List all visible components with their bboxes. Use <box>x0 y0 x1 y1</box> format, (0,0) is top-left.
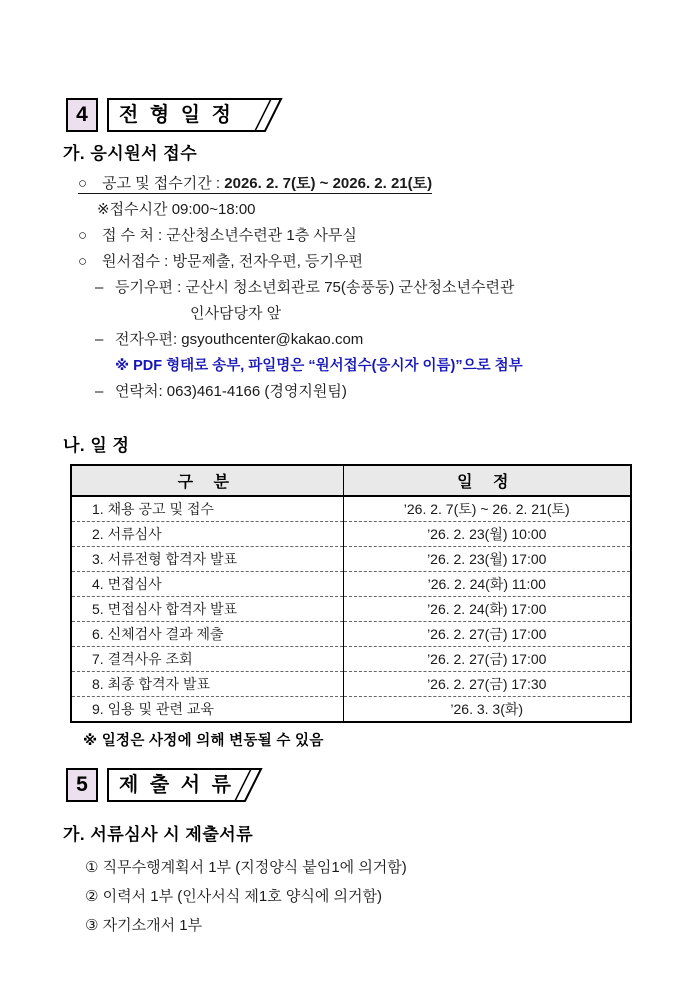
list-item: ③ 자기소개서 1부 <box>85 917 203 934</box>
line-period <box>63 171 644 197</box>
table-header-date: 일 정 <box>343 465 631 496</box>
table-cell-date: ’26. 2. 27(금) 17:30 <box>343 672 631 697</box>
circle-bullet-icon: ○ <box>78 227 88 244</box>
registered-mail-text: 등기우편 : 군산시 청소년회관로 75(송풍동) 군산청소년수련관 <box>115 279 515 296</box>
section-5-title: 제 출 서 류 <box>119 774 234 796</box>
application-info-list <box>63 171 644 405</box>
table-cell-date: ’26. 2. 23(월) 17:00 <box>343 547 631 572</box>
dash-bullet-icon: – <box>95 383 104 400</box>
table-row <box>71 697 631 723</box>
table-row <box>71 597 631 622</box>
table-cell-category: 5. 면접심사 합격자 발표 <box>71 597 343 622</box>
table-row <box>71 572 631 597</box>
line-registered-mail-cont: 인사담당자 앞 <box>190 305 282 322</box>
table-row <box>71 547 631 572</box>
section-4-number-badge: 4 <box>66 98 98 132</box>
section-4-banner <box>66 98 644 132</box>
line-pdf-note: ※ PDF 형태로 송부, 파일명은 “원서접수(응시자 이름)”으로 첨부 <box>115 358 523 374</box>
table-cell-category: 2. 서류심사 <box>71 522 343 547</box>
section-5-banner <box>66 768 644 802</box>
table-row <box>71 647 631 672</box>
table-cell-date: ’26. 3. 3(화) <box>343 697 631 723</box>
table-cell-category: 9. 임용 및 관련 교육 <box>71 697 343 723</box>
line-place <box>63 223 644 249</box>
list-item: ① 직무수행계획서 1부 (지정양식 붙임1에 의거함) <box>85 859 407 876</box>
table-cell-date: ’26. 2. 27(금) 17:00 <box>343 622 631 647</box>
period-label: 공고 및 접수기간 : <box>102 175 225 192</box>
section-5-number-badge: 5 <box>66 768 98 802</box>
schedule-change-note: ※ 일정은 사정에 의해 변동될 수 있음 <box>83 733 324 749</box>
dash-bullet-icon: – <box>95 331 104 348</box>
sub-heading-ga-application: 가. 응시원서 접수 <box>63 144 198 163</box>
list-item: ② 이력서 1부 (인사서식 제1호 양식에 의거함) <box>85 888 382 905</box>
table-cell-category: 4. 면접심사 <box>71 572 343 597</box>
section-4-title: 전 형 일 정 <box>119 104 234 126</box>
place-text: 접 수 처 : 군산청소년수련관 1층 사무실 <box>102 227 357 244</box>
circle-bullet-icon: ○ <box>78 253 88 270</box>
line-email <box>63 327 644 353</box>
line-time-note: ※접수시간 09:00~18:00 <box>97 201 256 218</box>
table-header-row <box>71 465 631 496</box>
table-cell-category: 7. 결격사유 조회 <box>71 647 343 672</box>
table-cell-category: 8. 최종 합격자 발표 <box>71 672 343 697</box>
table-row <box>71 522 631 547</box>
line-registered-mail <box>63 275 644 301</box>
table-cell-category: 6. 신체검사 결과 제출 <box>71 622 343 647</box>
table-cell-date: ’26. 2. 24(화) 17:00 <box>343 597 631 622</box>
table-row <box>71 672 631 697</box>
section-5-title-box <box>107 768 263 802</box>
line-method <box>63 249 644 275</box>
table-header-category: 구 분 <box>71 465 343 496</box>
sub-heading-na-schedule: 나. 일 정 <box>63 436 130 455</box>
period-value: 2026. 2. 7(토) ~ 2026. 2. 21(토) <box>224 175 433 192</box>
circle-bullet-icon: ○ <box>78 175 88 192</box>
dash-bullet-icon: – <box>95 279 104 296</box>
schedule-table <box>70 464 632 723</box>
document-items-list <box>63 853 644 940</box>
table-cell-date: ’26. 2. 27(금) 17:00 <box>343 647 631 672</box>
line-contact <box>63 379 644 405</box>
table-cell-date: ’26. 2. 7(토) ~ 26. 2. 21(토) <box>403 501 570 517</box>
table-cell-category: 3. 서류전형 합격자 발표 <box>71 547 343 572</box>
sub-heading-ga-documents: 가. 서류심사 시 제출서류 <box>63 825 254 844</box>
section-4-title-box <box>107 98 283 132</box>
table-row <box>71 496 631 522</box>
email-text: 전자우편: gsyouthcenter@kakao.com <box>115 331 364 348</box>
table-cell-date: ’26. 2. 23(월) 10:00 <box>343 522 631 547</box>
table-cell-category: 1. 채용 공고 및 접수 <box>71 496 343 522</box>
contact-text: 연락처: 063)461-4166 (경영지원팀) <box>115 383 347 400</box>
table-row <box>71 622 631 647</box>
table-cell-date: ’26. 2. 24(화) 11:00 <box>343 572 631 597</box>
method-text: 원서접수 : 방문제출, 전자우편, 등기우편 <box>102 253 364 270</box>
